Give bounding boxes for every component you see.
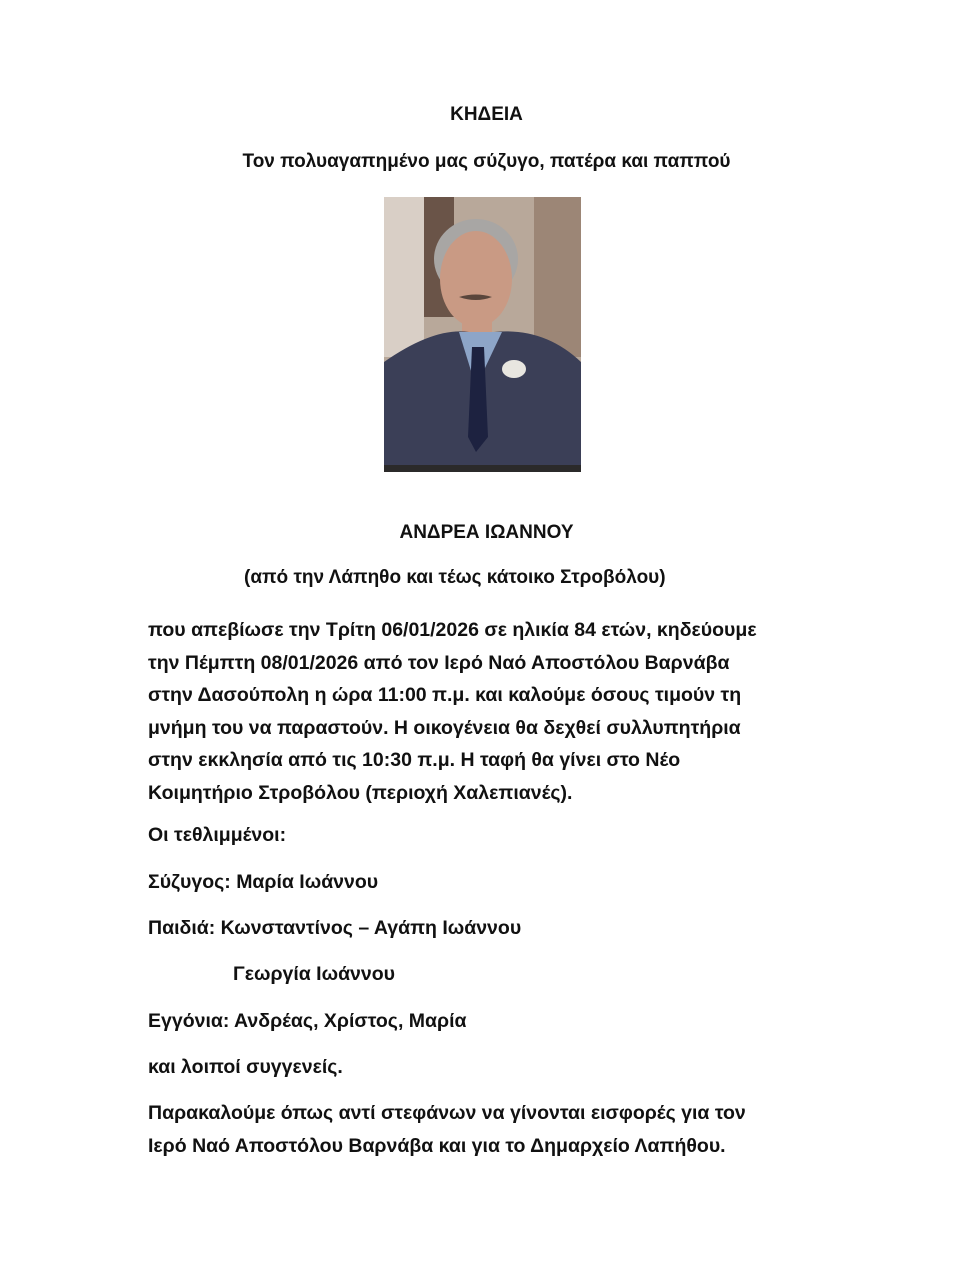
funeral-details-line: την Πέμπτη 08/01/2026 από τον Ιερό Ναό Αποστόλου Βαρνάβα	[148, 651, 730, 674]
funeral-details-line: στην εκκλησία από τις 10:30 π.μ. Η ταφή θα γίνει στο Νέο	[148, 749, 681, 771]
children-line: Παιδιά: Κωνσταντίνος – Αγάπη Ιωάννου	[148, 917, 522, 939]
deceased-name: ΑΝΔΡΕΑ ΙΩΑΝΝΟΥ	[399, 522, 574, 543]
mourners-heading: Οι τεθλιμμένοι:	[148, 824, 287, 846]
donation-line: Ιερό Ναό Αποστόλου Βαρνάβα και για το Δημαρχείο Λαπήθου.	[148, 1135, 726, 1157]
children-line-2: Γεωργία Ιωάννου	[233, 963, 396, 985]
funeral-details-line: Κοιμητήριο Στροβόλου (περιοχή Χαλεπιανές).	[148, 781, 573, 804]
relatives-line: και λοιποί συγγενείς.	[148, 1056, 343, 1078]
grandchildren-line: Εγγόνια: Ανδρέας, Χρίστος, Μαρία	[148, 1010, 467, 1032]
funeral-details	[148, 614, 868, 809]
notice-subtitle: Τον πολυαγαπημένο μας σύζυγο, πατέρα και παππού	[242, 151, 731, 172]
donation-line: Παρακαλούμε όπως αντί στεφάνων να γίνονται εισφορές για τον	[148, 1102, 746, 1124]
notice-title: ΚΗΔΕΙΑ	[450, 104, 523, 125]
deceased-origin: (από την Λάπηθο και τέως κάτοικο Στροβόλου)	[244, 567, 666, 588]
portrait-illustration	[384, 197, 581, 472]
portrait-photo	[384, 197, 581, 472]
spouse-line: Σύζυγος: Μαρία Ιωάννου	[148, 871, 379, 893]
funeral-details-line: μνήμη του να παραστούν. Η οικογένεια θα δεχθεί συλλυπητήρια	[148, 716, 741, 739]
funeral-details-line: στην Δασούπολη η ώρα 11:00 π.μ. και καλούμε όσους τιμούν τη	[148, 684, 742, 706]
funeral-details-line: που απεβίωσε την Τρίτη 06/01/2026 σε ηλικία 84 ετών, κηδεύουμε	[148, 619, 757, 641]
